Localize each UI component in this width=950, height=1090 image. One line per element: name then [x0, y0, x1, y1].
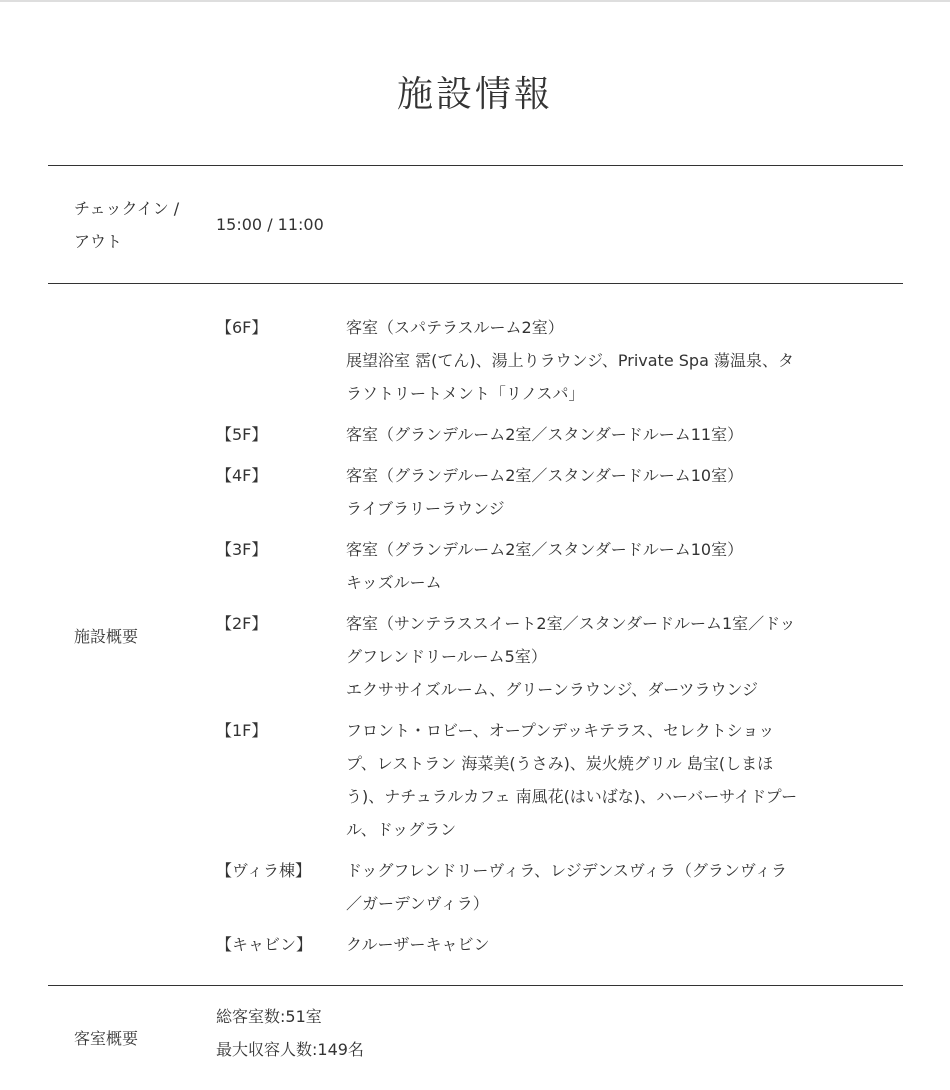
floor-description-line: グフレンドリールーム5室）: [346, 647, 547, 666]
floor-item: [216, 928, 903, 961]
floor-name: 【6F】: [216, 318, 268, 337]
floor-description-line: ライブラリーラウンジ: [346, 499, 505, 518]
floor-item: [216, 418, 903, 451]
floor-description-line: ル、ドッグラン: [346, 820, 457, 839]
facility-overview-label: 施設概要: [74, 626, 139, 646]
checkin-row: [48, 166, 903, 284]
checkin-label-line2: アウト: [74, 231, 123, 251]
checkin-label: [48, 166, 216, 283]
floor-description-line: ドッグフレンドリーヴィラ、レジデンスヴィラ（グランヴィラ: [346, 861, 787, 880]
floor-description: [346, 533, 846, 599]
floor-description-line: ラソトリートメント「リノスパ」: [346, 384, 585, 403]
floor-description: [346, 928, 846, 961]
floor-name: 【ヴィラ棟】: [216, 861, 312, 880]
floor-item: [216, 714, 903, 846]
top-divider: [0, 0, 950, 2]
floor-description: [346, 714, 846, 846]
floor-item: [216, 533, 903, 599]
floor-description: [346, 418, 846, 451]
floor-item: [216, 311, 903, 410]
floor-description-line: 客室（グランデルーム2室／スタンダードルーム10室）: [346, 466, 744, 485]
floor-description-line: う)、ナチュラルカフェ 南風花(はいばな)、ハーバーサイドプー: [346, 787, 798, 806]
rooms-overview-row: [48, 986, 903, 1090]
facility-overview-row: [48, 284, 903, 986]
floor-description-line: ／ガーデンヴィラ）: [346, 894, 489, 913]
floor-list: [216, 311, 903, 961]
max-capacity: 最大収容人数:149名: [216, 1040, 364, 1059]
floor-item: [216, 607, 903, 706]
facility-info-table: [48, 165, 903, 1090]
floor-description-line: エクササイズルーム、グリーンラウンジ、ダーツラウンジ: [346, 680, 759, 699]
total-rooms: 総客室数:51室: [216, 1007, 322, 1026]
floor-description-line: プ、レストラン 海菜美(うさみ)、炭火焼グリル 島宝(しまほ: [346, 754, 774, 773]
floor-description: [346, 607, 846, 706]
floor-description-line: 客室（グランデルーム2室／スタンダードルーム11室）: [346, 425, 744, 444]
checkin-label-line1: チェックイン /: [74, 198, 180, 218]
floor-description-line: フロント・ロビー、オープンデッキテラス、セレクトショッ: [346, 721, 775, 740]
page-title: 施設情報: [396, 74, 553, 115]
floor-description-line: 客室（スパテラスルーム2室）: [346, 318, 564, 337]
floor-description-line: 客室（サンテラススイート2室／スタンダードルーム1室／ドッ: [346, 614, 796, 633]
floor-description: [346, 854, 846, 920]
floor-name: 【1F】: [216, 721, 268, 740]
floor-name: 【3F】: [216, 540, 268, 559]
floor-name: 【2F】: [216, 614, 268, 633]
floor-name: 【4F】: [216, 466, 268, 485]
floor-description-line: キッズルーム: [346, 573, 442, 592]
floor-name: 【キャビン】: [216, 935, 313, 954]
floor-description: [346, 311, 846, 410]
floor-description-line: クルーザーキャビン: [346, 935, 490, 954]
floor-description-line: 客室（グランデルーム2室／スタンダードルーム10室）: [346, 540, 744, 559]
floor-item: [216, 459, 903, 525]
floor-item: [216, 854, 903, 920]
checkin-value: 15:00 / 11:00: [216, 215, 324, 234]
rooms-overview-label: 客室概要: [74, 1028, 139, 1048]
floor-name: 【5F】: [216, 425, 268, 444]
floor-description-line: 展望浴室 霑(てん)、湯上りラウンジ、Private Spa 蕩温泉、タ: [346, 351, 794, 370]
floor-description: [346, 459, 846, 525]
